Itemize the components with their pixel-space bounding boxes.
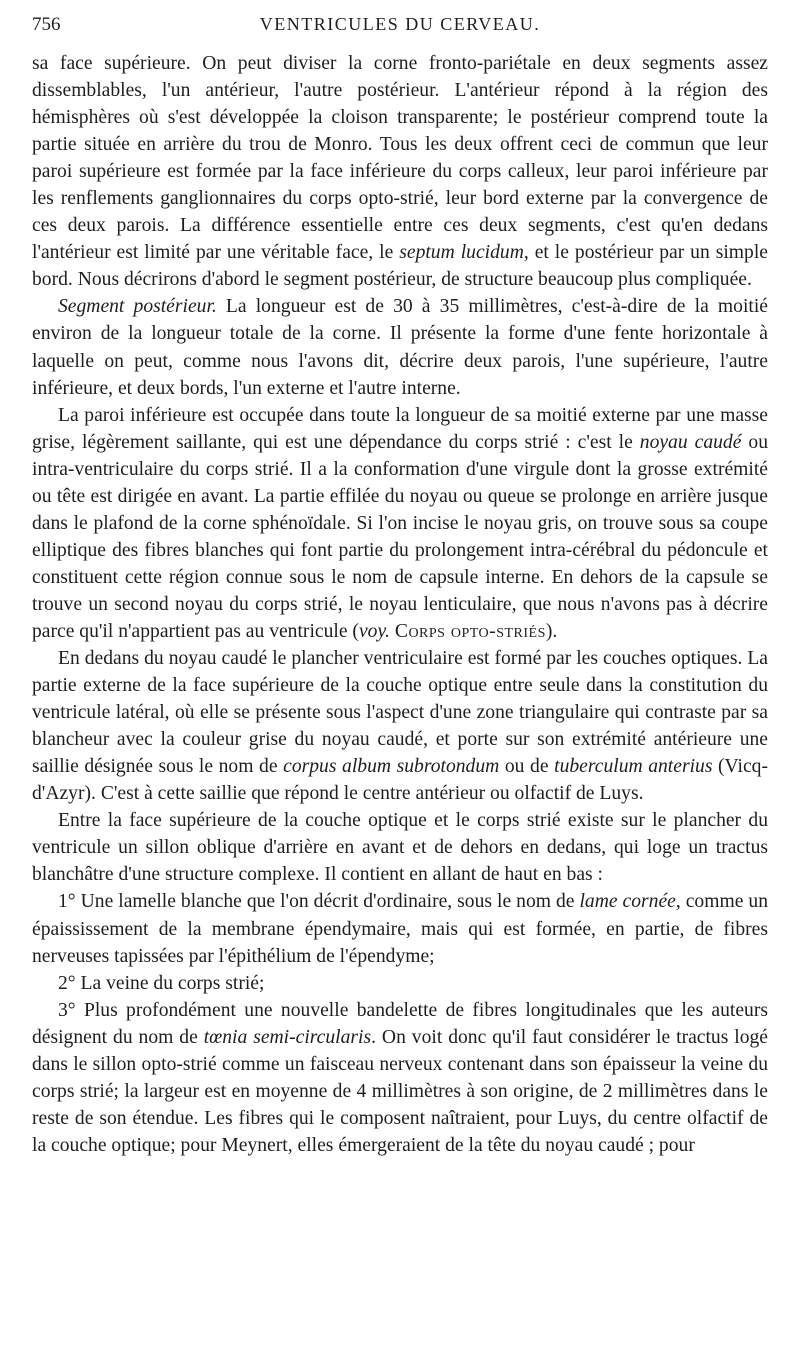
italic-term: tuberculum anterius xyxy=(554,756,713,778)
text-run: 3° Plus profondément une nouvelle bandelette de fibres longitudinales que les auteurs désignent du nom de xyxy=(32,999,768,1048)
page-number: 756 xyxy=(32,14,61,35)
text-run: 1° Une lamelle blanche que l'on décrit d'ordinaire, sous le nom de xyxy=(58,891,580,913)
paragraph xyxy=(32,645,768,807)
text-run: 2° La veine du corps strié; xyxy=(58,972,265,994)
italic-term: voy. xyxy=(358,620,390,642)
italic-term: Segment postérieur. xyxy=(58,296,217,318)
italic-term: corpus album subrotondum xyxy=(283,756,500,778)
text-run: , comme un épaississement de la membrane épendymaire, mais qui est formée, en partie, de fibres nerveuses tapissées par l'épithélium de l'épendyme; xyxy=(32,891,768,967)
text-run: sa face supérieure. On peut diviser la corne fronto-pariétale en deux segments assez dissemblables, l'un antérieur, l'autre postérieur. L'antérieur répond à la région des hémisphères où s'est développée la cloison transparente; le postérieur comprend toute la partie située en arrière du trou de Monro. Tous les deux offrent ceci de commun que leur paroi supérieure est formée par la face inférieure du corps calleux, leur paroi inférieure par les renflements ganglionnaires du corps opto-strié, leur bord externe par la convergence de ces deux parois. La différence essentielle entre ces deux segments, c'est qu'en dedans l'antérieur est limité par une véritable face, le xyxy=(32,53,768,264)
paragraph xyxy=(32,293,768,401)
text-run: Entre la face supérieure de la couche optique et le corps strié existe sur le plancher du ventricule un sillon oblique d'arrière en avant et de dehors en dedans, qui loge un tractus blanchâtre d'une structure complexe. Il contient en allant de haut en bas : xyxy=(32,810,768,886)
italic-term: septum lucidum xyxy=(399,242,524,264)
text-run: La paroi inférieure est occupée dans toute la longueur de sa moitié externe par une masse grise, légèrement saillante, qui est une dépendance du corps strié : c'est le xyxy=(32,404,768,453)
small-caps-reference: Corps opto-striés xyxy=(394,620,546,642)
paragraph xyxy=(32,807,768,888)
body-text xyxy=(32,50,768,1159)
running-title: VENTRICULES DU CERVEAU. xyxy=(259,14,541,34)
paragraph xyxy=(32,997,768,1159)
page-header xyxy=(32,14,768,50)
text-run: , et le postérieur par un simple bord. Nous décrirons d'abord le segment postérieur, de structure beaucoup plus compliquée. xyxy=(32,242,768,291)
paragraph xyxy=(32,970,768,997)
paragraph xyxy=(32,50,768,293)
paragraph xyxy=(32,402,768,645)
text-run: La longueur est de 30 à 35 millimètres, c'est-à-dire de la moitié environ de la longueur totale de la corne. Il présente la forme d'une fente horizontale à laquelle on peut, comme nous l'avons dit, décrire deux parois, l'une supérieure, l'autre inférieure, et deux bords, l'un externe et l'autre interne. xyxy=(32,296,768,399)
text-run: ou intra-ventriculaire du corps strié. Il a la conformation d'une virgule dont la grosse extrémité ou tête est dirigée en avant. La partie effilée du noyau ou queue se prolonge en arrière jusque dans le plafond de la corne sphénoïdale. Si l'on incise le noyau gris, on trouve sous sa coupe elliptique des fibres blanches qui font partie du prolongement intra-cérébral du pédoncule et constituent cette région connue sous le nom de capsule interne. En dehors de la capsule se trouve un second noyau du corps strié, le noyau lenticulaire, que nous n'avons pas à décrire parce qu'il n'appartient pas au ventricule ( xyxy=(32,431,768,642)
text-run: En dedans du noyau caudé le plancher ventriculaire est formé par les couches optiques. La partie externe de la face supérieure de la couche optique entre seule dans la constitution du ventricule latéral, où elle se présente sous l'aspect d'une zone triangulaire qui contraste par sa blancheur avec la couleur grise du noyau caudé, et porte sur son extrémité antérieure une saillie désignée sous le nom de xyxy=(32,648,768,778)
text-run: ou de xyxy=(499,756,555,778)
text-run: ). xyxy=(545,620,558,642)
italic-term: tœnia semi-circularis xyxy=(203,1026,372,1048)
paragraph xyxy=(32,888,768,969)
text-run: . On voit donc qu'il faut considérer le tractus logé dans le sillon opto-strié comme un faisceau nerveux contenant dans son épaisseur la veine du corps strié; la largeur est en moyenne de 4 millimètres à son origine, de 2 millimètres dans le reste de son étendue. Les fibres qui le composent naîtraient, pour Luys, du centre olfactif de la couche optique; pour Meynert, elles émergeraient de la tête du noyau caudé ; pour xyxy=(32,1026,769,1156)
text-run: (Vicq-d'Azyr). C'est à cette saillie que répond le centre antérieur ou olfactif de Luys. xyxy=(32,756,768,805)
italic-term: noyau caudé xyxy=(639,431,742,453)
italic-term: lame cornée xyxy=(579,891,676,913)
